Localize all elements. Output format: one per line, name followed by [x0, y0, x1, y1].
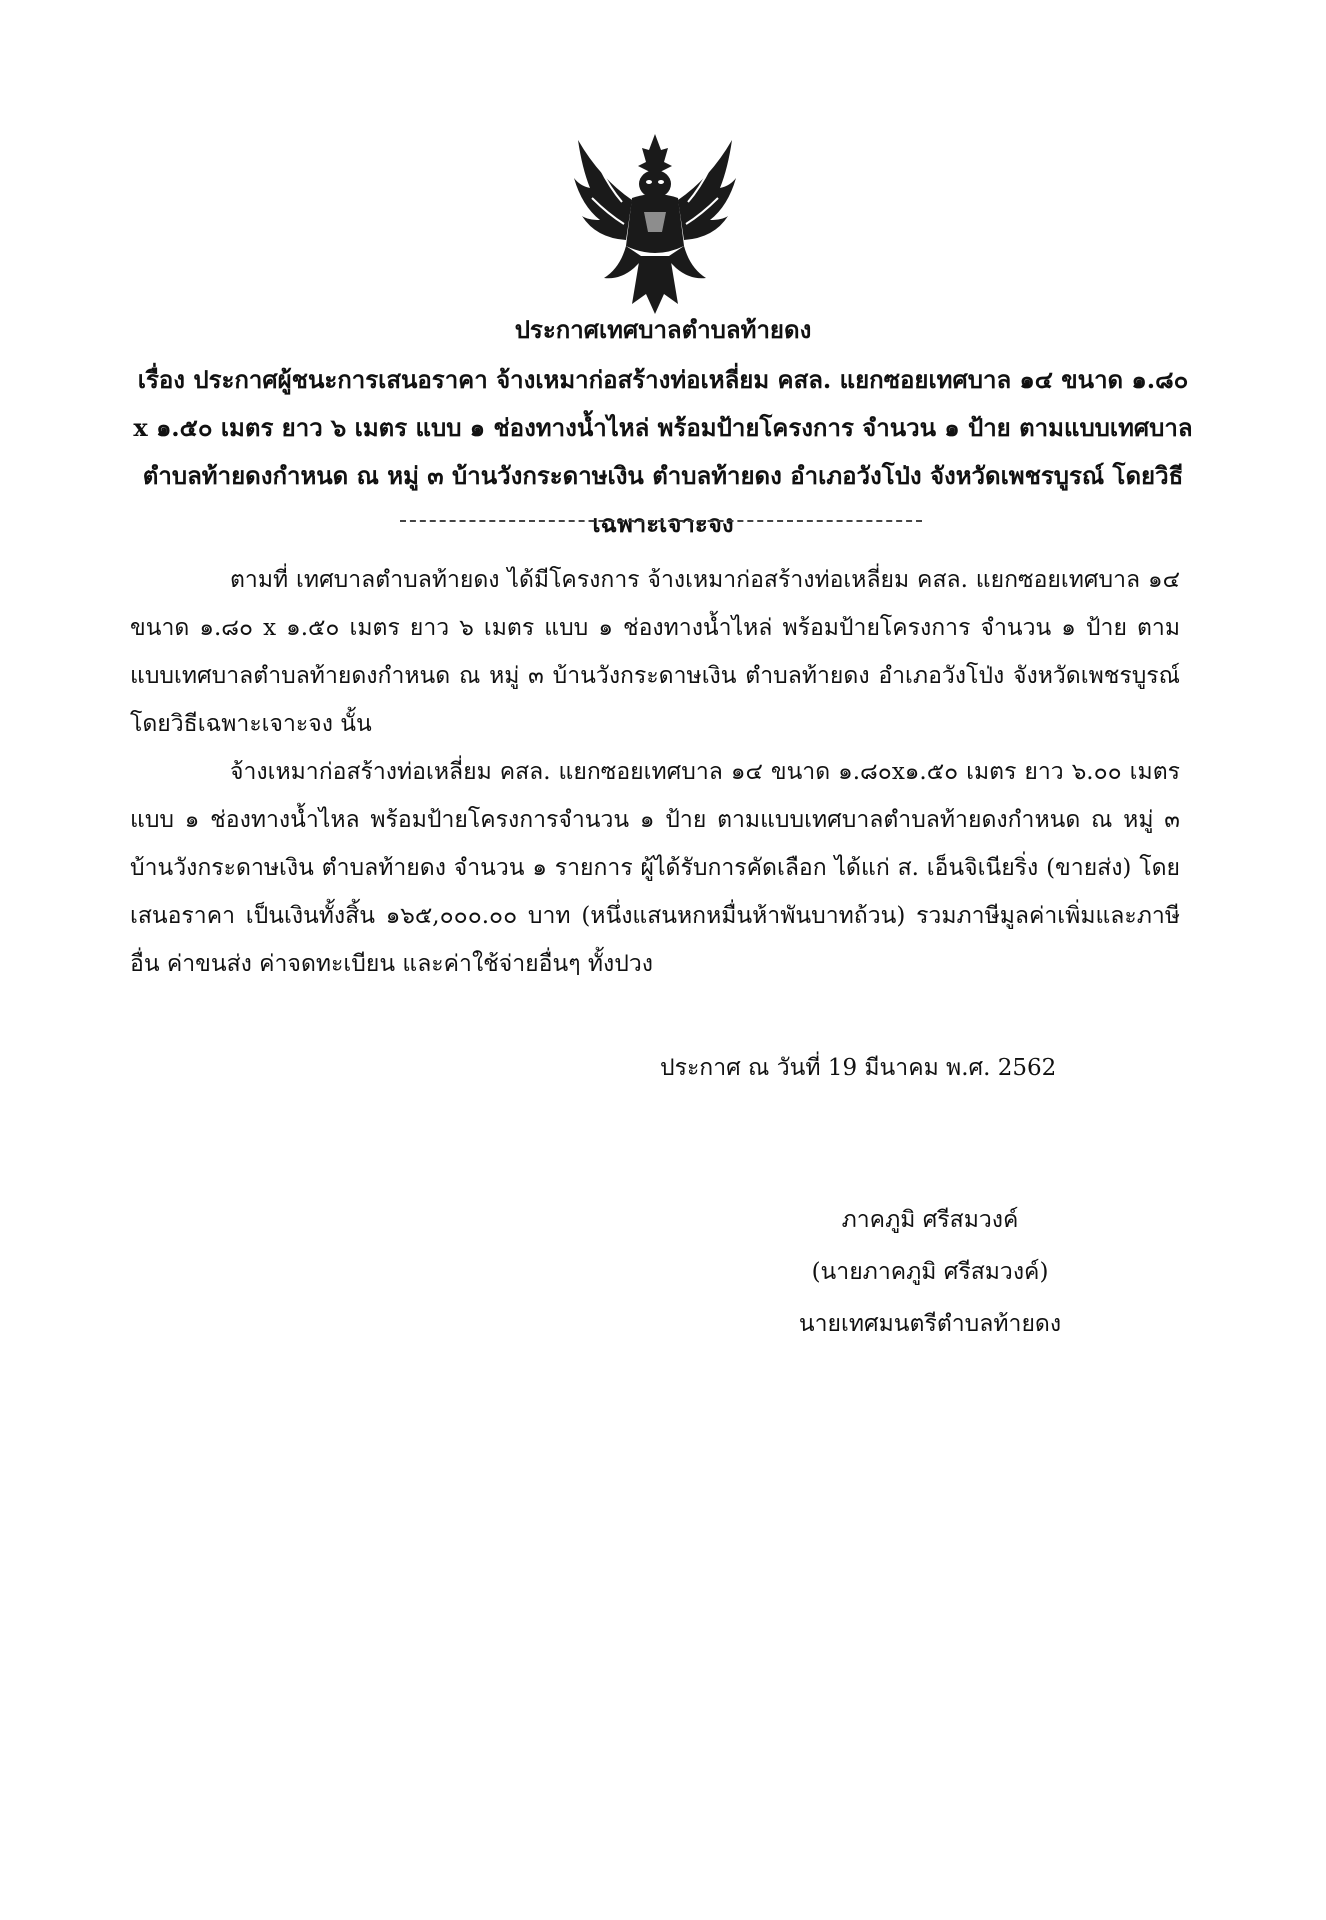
- signature-name: ภาคภูมิ ศรีสมวงค์: [841, 1207, 1019, 1233]
- announce-date: ประกาศ ณ วันที่ 19 มีนาคม พ.ศ. 2562: [660, 1055, 1057, 1081]
- paragraph-intro: ตามที่ เทศบาลตำบลท้ายดง ได้มีโครงการ จ้างเหมาก่อสร้างท่อเหลี่ยม คสล. แยกซอยเทศบาล ๑๔ ขนาด ๑.๘๐ x ๑.๕๐ เมตร ยาว ๖ เมตร แบบ ๑ ช่องทางน้ำไหล่ พร้อมป้ายโครงการ จำนวน ๑ ป้าย ตามแบบเทศบาลตำบลท้ายดงกำหนด ณ หมู่ ๓ บ้านวังกระดาษเงิน ตำบลท้ายดง อำเภอวังโป่ง จังหวัดเพชรบูรณ์ โดยวิธีเฉพาะเจาะจง นั้น: [130, 567, 1180, 737]
- separator-line: [400, 520, 922, 522]
- document-title: ประกาศเทศบาลตำบลท้ายดง: [514, 315, 812, 344]
- paragraph-award: จ้างเหมาก่อสร้างท่อเหลี่ยม คสล. แยกซอยเทศบาล ๑๔ ขนาด ๑.๘๐x๑.๕๐ เมตร ยาว ๖.๐๐ เมตร แบบ ๑ ช่องทางน้ำไหล พร้อมป้ายโครงการจำนวน ๑ ป้าย ตามแบบเทศบาลตำบลท้ายดงกำหนด ณ หมู่ ๓ บ้านวังกระดาษเงิน ตำบลท้ายดง จำนวน ๑ รายการ ผู้ได้รับการคัดเลือก ได้แก่ ส. เอ็นจิเนียริ่ง (ขายส่ง) โดยเสนอราคา เป็นเงินทั้งสิ้น ๑๖๕,๐๐๐.๐๐ บาท (หนึ่งแสนหกหมื่นห้าพันบาทถ้วน) รวมภาษีมูลค่าเพิ่มและภาษีอื่น ค่าขนส่ง ค่าจดทะเบียน และค่าใช้จ่ายอื่นๆ ทั้งปวง: [130, 759, 1180, 977]
- document-subject: เรื่อง ประกาศผู้ชนะการเสนอราคา จ้างเหมาก่อสร้างท่อเหลี่ยม คสล. แยกซอยเทศบาล ๑๔ ขนาด ๑.๘๐ x ๑.๕๐ เมตร ยาว ๖ เมตร แบบ ๑ ช่องทางน้ำไหล่ พร้อมป้ายโครงการ จำนวน ๑ ป้าย ตามแบบเทศบาลตำบลท้ายดงกำหนด ณ หมู่ ๓ บ้านวังกระดาษเงิน ตำบลท้ายดง อำเภอวังโป่ง จังหวัดเพชรบูรณ์ โดยวิธีเฉพาะเจาะจง: [133, 365, 1193, 538]
- signature-full-name: (นายภาคภูมิ ศรีสมวงค์): [811, 1259, 1049, 1285]
- garuda-emblem: [560, 128, 750, 318]
- signature-position: นายเทศมนตรีตำบลท้ายดง: [798, 1311, 1062, 1337]
